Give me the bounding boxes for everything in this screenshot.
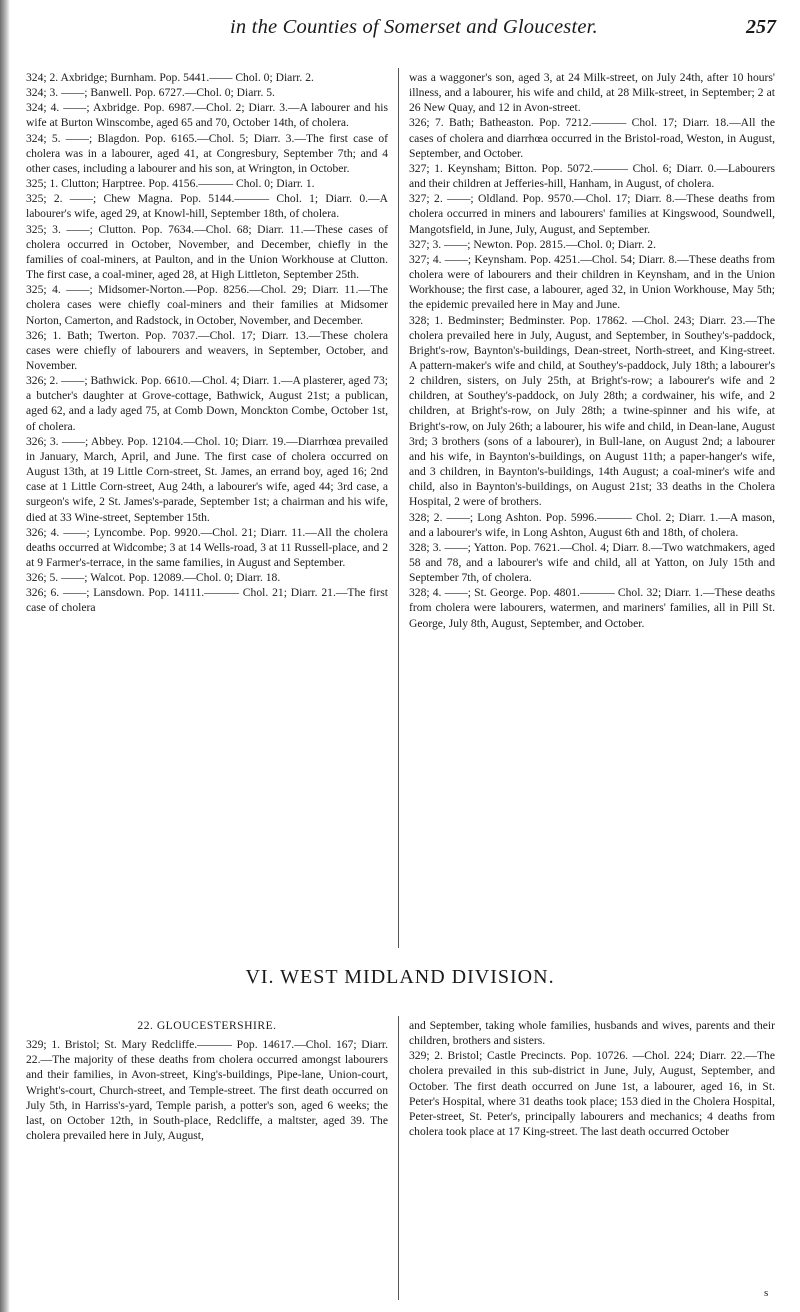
lower-right-column [409, 1018, 775, 1139]
entry: 327; 2. ——; Oldland. Pop. 9570.—Chol. 17; Diarr. 8.—These deaths from cholera occurred in miners and labourers' families at Kingswood, Soundwell, Mangotsfield, in June, July, August, and September. [409, 192, 775, 236]
entry: 329; 2. Bristol; Castle Precincts. Pop. 10726. —Chol. 224; Diarr. 22.—The cholera prevailed in this sub-district in June, July, August, September, and October. The first death occurred on June 1st, a labourer, aged 16, in St. Peter's Hospital, where 31 deaths took place; 153 died in the Cholera Hospital, Peter-street, St. Peter's, principally labourers and mechanics; 4 deaths from cholera took place at 17 King-street. The last death occurred October [409, 1049, 775, 1139]
entry: 327; 4. ——; Keynsham. Pop. 4251.—Chol. 54; Diarr. 8.—These deaths from cholera were of labourers and their children in Keynsham, and in the Union Workhouse; the first case, a labourer, aged 32, in Union Workhouse, May 5th; the epidemic prevailed here in May and June. [409, 252, 775, 312]
signature-mark: s [764, 1287, 769, 1299]
county-heading: 22. GLOUCESTERSHIRE. [137, 1019, 277, 1032]
entry: 325; 1. Clutton; Harptree. Pop. 4156.——— Chol. 0; Diarr. 1. [26, 177, 315, 191]
entry: 324; 5. ——; Blagdon. Pop. 6165.—Chol. 5; Diarr. 3.—The first case of cholera was in a labourer, aged 41, at Congresbury, September 7th; and 4 other cases, including a labourer and his son, at Wrington, in October. [26, 131, 388, 175]
entry: 327; 3. ——; Newton. Pop. 2815.—Chol. 0; Diarr. 2. [409, 237, 657, 251]
entry: 324; 3. ——; Banwell. Pop. 6727.—Chol. 0; Diarr. 5. [26, 86, 275, 100]
left-column [26, 70, 388, 616]
entry: and September, taking whole families, husbands and wives, parents and their children, brothers and sisters. [409, 1019, 775, 1048]
entry: 327; 1. Keynsham; Bitton. Pop. 5072.——— Chol. 6; Diarr. 0.—Labourers and their children at Jefferies-hill, Hanham, in August, of cholera. [409, 161, 775, 191]
right-column [409, 70, 775, 631]
entry: 326; 7. Bath; Batheaston. Pop. 7212.——— Chol. 17; Diarr. 18.—All the cases of cholera and diarrhœa occurred in the Bristol-road, Weston, in August, September, and October. [409, 116, 775, 160]
entry: 326; 2. ——; Bathwick. Pop. 6610.—Chol. 4; Diarr. 1.—A plasterer, aged 73; a butcher's daughter at Grove-cottage, Bathwick, August 21st; a publican, aged 62, and a lady aged 75, at Comb Down, Monckton Combe, October 1st, of cholera. [26, 374, 388, 433]
entry: 326; 5. ——; Walcot. Pop. 12089.—Chol. 0; Diarr. 18. [26, 571, 281, 585]
entry: 328; 2. ——; Long Ashton. Pop. 5996.——— Chol. 2; Diarr. 1.—A mason, and a labourer's wife, in Long Ashton, August 6th and 18th, of cholera. [409, 510, 775, 539]
entry: 325; 3. ——; Clutton. Pop. 7634.—Chol. 68; Diarr. 11.—These cases of cholera occurred in October, November, and December, chiefly in the families of coal-miners, at Paulton, and in the Union Workhouse at Clutton. The first case, a coal-miner, aged 28, at High Littleton, September 25th. [26, 222, 388, 282]
entry: 326; 4. ——; Lyncombe. Pop. 9920.—Chol. 21; Diarr. 11.—All the cholera deaths occurred at Widcombe; 3 at 14 Wells-road, 3 at 11 Russell-place, and 2 at 9 Farmer's-terrace, in the same families, in August and September. [26, 525, 388, 569]
entry: 326; 6. ——; Lansdown. Pop. 14111.——— Chol. 21; Diarr. 21.—The first case of cholera [26, 586, 388, 615]
entry: 324; 4. ——; Axbridge. Pop. 6987.—Chol. 2; Diarr. 3.—A labourer and his wife at Burton Winscombe, aged 65 and 70, October 14th, of cholera. [26, 101, 388, 130]
entry: 328; 3. ——; Yatton. Pop. 7621.—Chol. 4; Diarr. 8.—Two watchmakers, aged 58 and 78, and a labourer's wife and child, all at Yatton, on July 15th and September 7th, of cholera. [409, 540, 775, 585]
page-spine-shadow [0, 0, 10, 1312]
entry: 329; 1. Bristol; St. Mary Redcliffe.——— Pop. 14617.—Chol. 167; Diarr. 22.—The majority of these deaths from cholera occurred amongst labourers and their families, in Avon-street, King's-buildings, Pipe-lane, Union-court, Wright's-court, Church-street, and Temple-street. The first death occurred on July 5th, in Harriss's-yard, Temple parish, a potter's son, aged 6 weeks; the last, on October 12th, in South-place, Redcliffe, a maltster, aged 39. The cholera prevailed here in July, August, [26, 1038, 388, 1143]
entry: 324; 2. Axbridge; Burnham. Pop. 5441.—— Chol. 0; Diarr. 2. [26, 71, 314, 84]
column-divider-top [398, 68, 399, 948]
entry: was a waggoner's son, aged 3, at 24 Milk-street, on July 24th, after 10 hours' illness, and a labourer, his wife and child, at 28 Milk-street, in September; 2 at 26 New Quay, and 12 in Avon-street. [409, 71, 775, 115]
entry: 326; 1. Bath; Twerton. Pop. 7037.—Chol. 17; Diarr. 13.—These cholera cases were chiefly of labourers and weavers, in September, October, and November. [26, 328, 388, 372]
entry: 326; 3. ——; Abbey. Pop. 12104.—Chol. 10; Diarr. 19.—Diarrhœa prevailed in January, March, April, and June. The first case of cholera occurred on August 13th, at 19 Little Corn-street, St. James, an errand boy, aged 16; 2nd case at 1 Little Corn-street, Aug 24th, a labourer's wife, aged 44; 3rd case, a surgeon's wife, 2 St. James's-parade, September 1st; a chairman and his wife, died at 33 Wine-street, September 15th. [26, 434, 388, 524]
lower-left-column [26, 1018, 388, 1143]
entry: 325; 2. ——; Chew Magna. Pop. 5144.——— Chol. 1; Diarr. 0.—A labourer's wife, aged 29, at Knowl-hill, September 18th, of cholera. [26, 192, 388, 221]
entry: 325; 4. ——; Midsomer-Norton.—Pop. 8256.—Chol. 29; Diarr. 11.—The cholera cases were chiefly coal-miners and their families at Midsomer Norton, Camerton, and Radstock, in October, November, and December. [26, 283, 388, 327]
column-divider-bottom [398, 1016, 399, 1300]
entry: 328; 1. Bedminster; Bedminster. Pop. 17862. —Chol. 243; Diarr. 23.—The cholera prevailed here in July, August, and September, in Southey's-paddock, Bright's-row, Baynton's-buildings, Dean-street, North-street, and King-street. A pattern-maker's wife and child, at Southey's-paddock, July 18th; a labourer's 2 children, sisters, on July 25th, at Bright's-row; a labourer's wife and 2 children, at Southey's-paddock, on July 28th; a cordwainer, his wife, and 2 children, at Bright's-row, on July 28th; a twine-spinner and his wife, at Bright's-row, on July 26th; a labourer, his wife and child, in Dean-lane, August 3rd; 3 brothers (sons of a labourer), in Bull-lane, on August 2nd; a labourer and his wife, in Baynton's-buildings, on August 11th; a paper-hanger's wife, and 3 children, in Baynton's-buildings, 14th August; a coal-miner's wife and child, also in Baynton's-buildings, on August 21st; 33 deaths in the Cholera Hospital, 2 were of brothers. [409, 313, 775, 509]
entry: 328; 4. ——; St. George. Pop. 4801.——— Chol. 32; Diarr. 1.—These deaths from cholera were labourers, watermen, and mariners' families, all in Pill St. George, July 8th, August, September, and October. [409, 586, 775, 630]
division-heading: VI. WEST MIDLAND DIVISION. [245, 966, 555, 988]
page-number: 257 [746, 16, 776, 38]
running-title: in the Counties of Somerset and Gloucester. [230, 16, 598, 38]
